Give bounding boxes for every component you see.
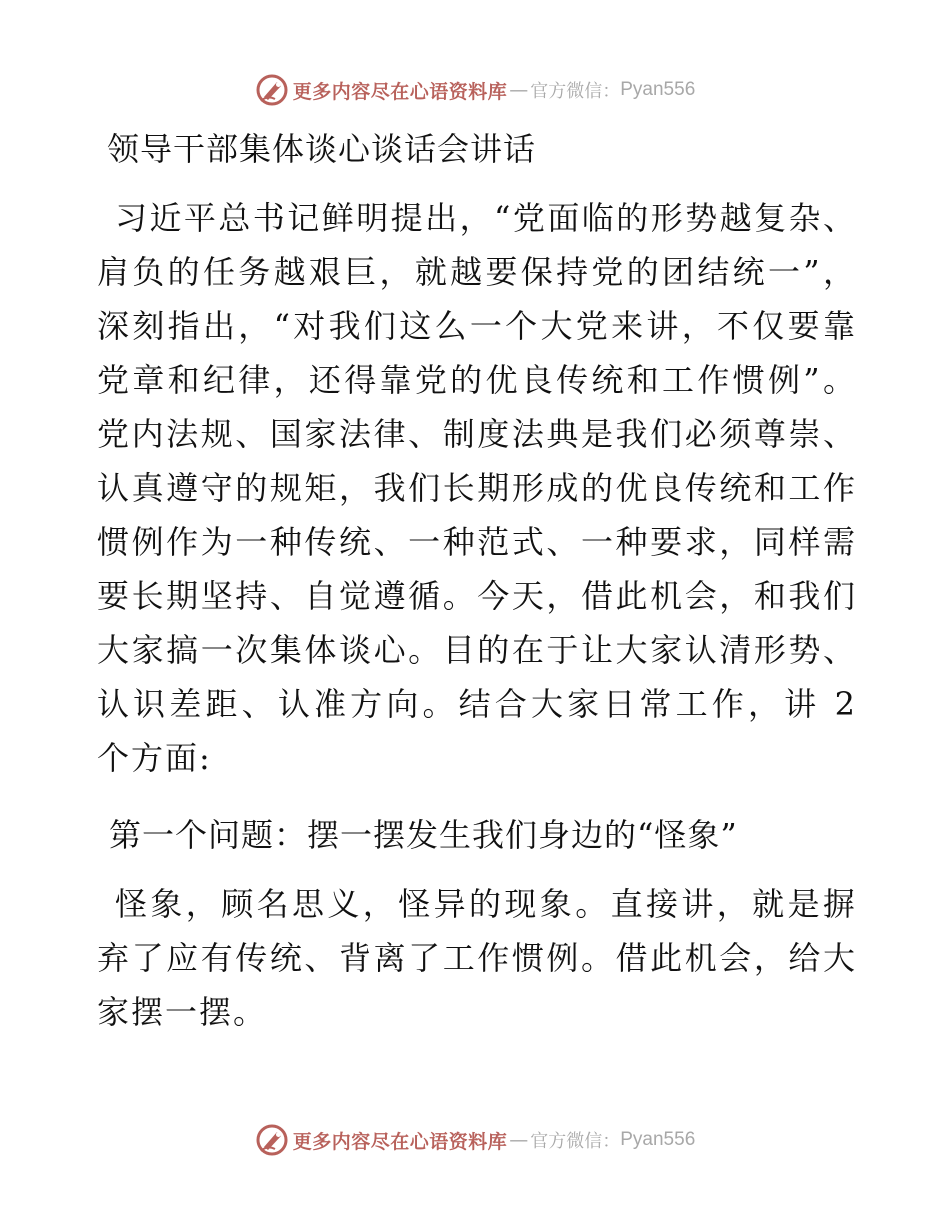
watermark-sub-text: 官方微信： [530, 1131, 621, 1152]
watermark-dash: — [509, 1129, 529, 1151]
section-heading-1: 第一个问题：摆一摆发生我们身边的“怪象” [109, 816, 738, 854]
watermark-dash: — [509, 79, 529, 101]
paragraph-section-1: 怪象，顾名思义，怪异的现象。直接讲，就是摒弃了应有传统、背离了工作惯例。借此机会，给大家摆一摆。 [97, 885, 857, 1031]
pen-logo-icon [255, 1123, 289, 1157]
watermark-sub-text: 官方微信： [530, 81, 621, 102]
footer-watermark [0, 1120, 950, 1160]
pen-logo-icon [255, 73, 289, 107]
header-watermark [0, 70, 950, 110]
paragraph-intro: 习近平总书记鲜明提出，“党面临的形势越复杂、肩负的任务越艰巨，就越要保持党的团结统一”，深刻指出，“对我们这么一个大党来讲，不仅要靠党章和纪律，还得靠党的优良传统和工作惯例”。党内法规、国家法律、制度法典是我们必须尊崇、认真遵守的规矩，我们长期形成的优良传统和工作惯例作为一种传统、一种范式、一种要求，同样需要长期坚持、自觉遵循。今天，借此机会，和我们大家搞一次集体谈心。目的在于让大家认清形势、认识差距、认准方向。结合大家日常工作，讲 2 个方面: [97, 199, 857, 777]
watermark-main-text: 更多内容尽在心语资料库 [292, 1130, 508, 1153]
document-body [97, 125, 857, 1039]
watermark-main-text: 更多内容尽在心语资料库 [292, 80, 508, 103]
watermark-wechat-id: Pyan556 [620, 79, 696, 100]
watermark-wechat-id: Pyan556 [620, 1129, 696, 1150]
document-title: 领导干部集体谈心谈话会讲话 [107, 130, 537, 168]
